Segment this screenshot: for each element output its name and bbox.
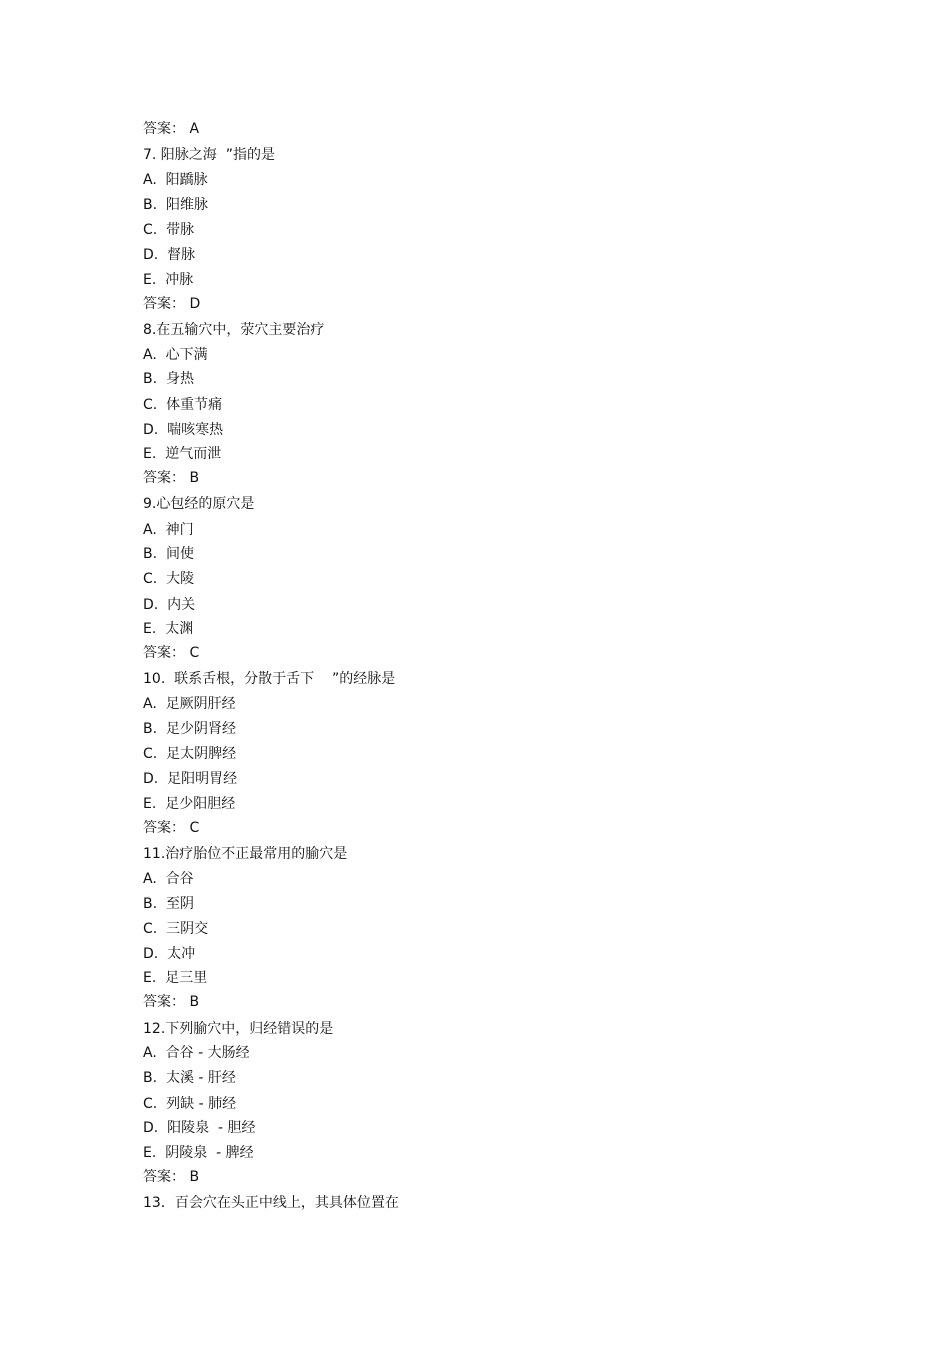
answer-line: 答案： B [143, 1169, 200, 1185]
option-line: D. 督脉 [143, 247, 196, 263]
question-12: 12.下列腧穴中，归经错误的是 [143, 1021, 334, 1037]
option-line: C. 列缺 - 肺经 [143, 1096, 237, 1112]
answer-line: 答案： A [143, 121, 200, 137]
option-line: E. 太渊 [143, 621, 194, 637]
answer-line: 答案： C [143, 645, 200, 661]
option-line: D. 喘咳寒热 [143, 422, 224, 438]
option-line: E. 足三里 [143, 970, 208, 986]
option-line: D. 阳陵泉 - 胆经 [143, 1120, 256, 1136]
answer-line: 答案： B [143, 470, 200, 486]
question-10: 10. 联系舌根，分散于舌下 ”的经脉是 [143, 671, 396, 687]
option-line: C. 体重节痛 [143, 397, 223, 413]
question-13: 13．百会穴在头正中线上，其具体位置在 [143, 1195, 399, 1211]
option-line: A. 合谷 - 大肠经 [143, 1045, 250, 1061]
option-line: C. 三阴交 [143, 921, 209, 937]
question-8: 8.在五输穴中，荥穴主要治疗 [143, 322, 325, 338]
answer-line: 答案： D [143, 296, 201, 312]
option-line: A. 阳蹻脉 [143, 172, 208, 188]
answer-line: 答案： C [143, 820, 200, 836]
option-line: B. 间使 [143, 546, 194, 562]
question-7: 7. 阳脉之海 ”指的是 [143, 147, 275, 163]
option-line: D. 太冲 [143, 946, 196, 962]
option-line: E. 逆气而泄 [143, 446, 222, 462]
option-line: C. 足太阴脾经 [143, 746, 237, 762]
option-line: B. 至阴 [143, 896, 194, 912]
option-line: B. 阳维脉 [143, 197, 208, 213]
question-9: 9.心包经的原穴是 [143, 496, 255, 512]
answer-line: 答案： B [143, 994, 200, 1010]
option-line: B. 足少阴肾经 [143, 721, 236, 737]
option-line: A. 足厥阴肝经 [143, 696, 236, 712]
option-line: B. 太溪 - 肝经 [143, 1070, 236, 1086]
option-line: E. 阴陵泉 - 脾经 [143, 1145, 254, 1161]
question-11: 11.治疗胎位不正最常用的腧穴是 [143, 846, 348, 862]
option-line: D. 足阳明胃经 [143, 771, 238, 787]
option-line: A. 神门 [143, 522, 194, 538]
option-line: E. 足少阳胆经 [143, 796, 236, 812]
option-line: D. 内关 [143, 597, 196, 613]
option-line: C. 大陵 [143, 571, 195, 587]
option-line: A. 合谷 [143, 871, 194, 887]
option-line: B. 身热 [143, 371, 194, 387]
option-line: A. 心下满 [143, 347, 208, 363]
option-line: E. 冲脉 [143, 272, 194, 288]
option-line: C. 带脉 [143, 222, 195, 238]
